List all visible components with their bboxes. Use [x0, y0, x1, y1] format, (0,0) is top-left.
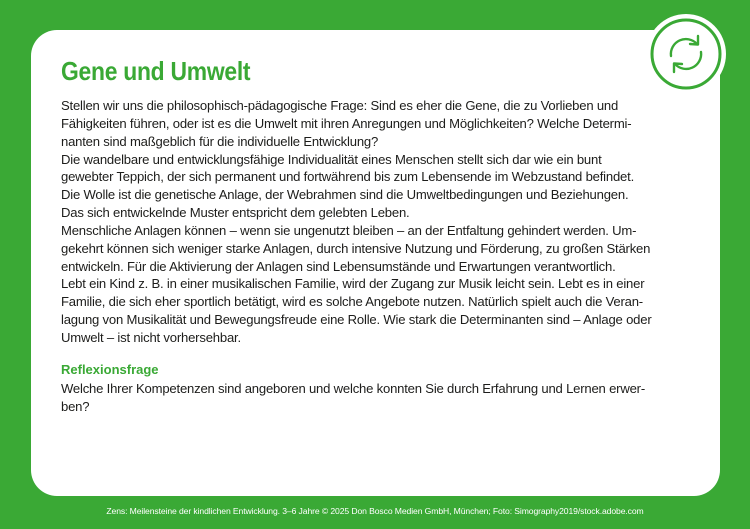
body-line: entwickeln. Für die Aktivierung der Anlagen sind Lebensumstände und Erwartungen verantwortlich. [61, 258, 616, 274]
body-line: Umwelt – ist nicht vorhersehbar. [61, 329, 241, 345]
question-line: ben? [61, 398, 90, 414]
body-line: Lebt ein Kind z. B. in einer musikalischen Familie, wird der Zugang zur Musik leicht sein. Lebt es in einer [61, 276, 645, 292]
reflection-question [61, 380, 691, 416]
body-line: Die Wolle ist die genetische Anlage, der Webrahmen sind die Umweltbedingungen und Beziehungen. [61, 187, 629, 203]
body-text [61, 97, 691, 347]
body-line: Menschliche Anlagen können – wenn sie ungenutzt bleiben – an der Entfaltung gehindert werden. Um- [61, 222, 637, 238]
body-line: Stellen wir uns die philosophisch-pädagogische Frage: Sind es eher die Gene, die zu Vorlieben und [61, 98, 619, 113]
body-line: gekehrt können sich weniger starke Anlagen, durch intensive Nutzung und Förderung, zu großen Stärken [61, 240, 651, 256]
cycle-badge [646, 14, 726, 94]
body-line: Familie, die sich eher sportlich betätigt, wird es solche Angebote nutzen. Natürlich spielt auch die Veran- [61, 294, 643, 310]
body-line: nanten sind maßgeblich für die individuelle Entwicklung? [61, 133, 379, 149]
body-line: Das sich entwickelnde Muster entspricht dem gelebten Leben. [61, 205, 410, 221]
body-line: lagung von Musikalität und Bewegungsfreude eine Rolle. Wie stark die Determinanten sind – Anlage oder [61, 312, 652, 328]
page-title: Gene und Umwelt [61, 56, 251, 86]
body-line: Fähigkeiten führen, oder ist es die Umwelt mit ihren Anregungen und Möglichkeiten? Welche Determi- [61, 115, 632, 131]
body-line: gewebter Teppich, der sich permanent und fortwährend bis zum Lebensende im Webzustand befindet. [61, 169, 635, 185]
question-line: Welche Ihrer Kompetenzen sind angeboren und welche konnten Sie durch Erfahrung und Lernen erwer- [61, 381, 645, 396]
body-line: Die wandelbare und entwicklungsfähige Individualität eines Menschen stellt sich dar wie ein bunt [61, 151, 602, 167]
footer-credit: Zens: Meilensteine der kindlichen Entwicklung. 3–6 Jahre © 2025 Don Bosco Medien GmbH, München; Foto: Simography2019/stock.adobe.com [106, 506, 644, 516]
cycle-arrows-icon [646, 14, 726, 94]
reflection-heading: Reflexionsfrage [61, 362, 159, 377]
